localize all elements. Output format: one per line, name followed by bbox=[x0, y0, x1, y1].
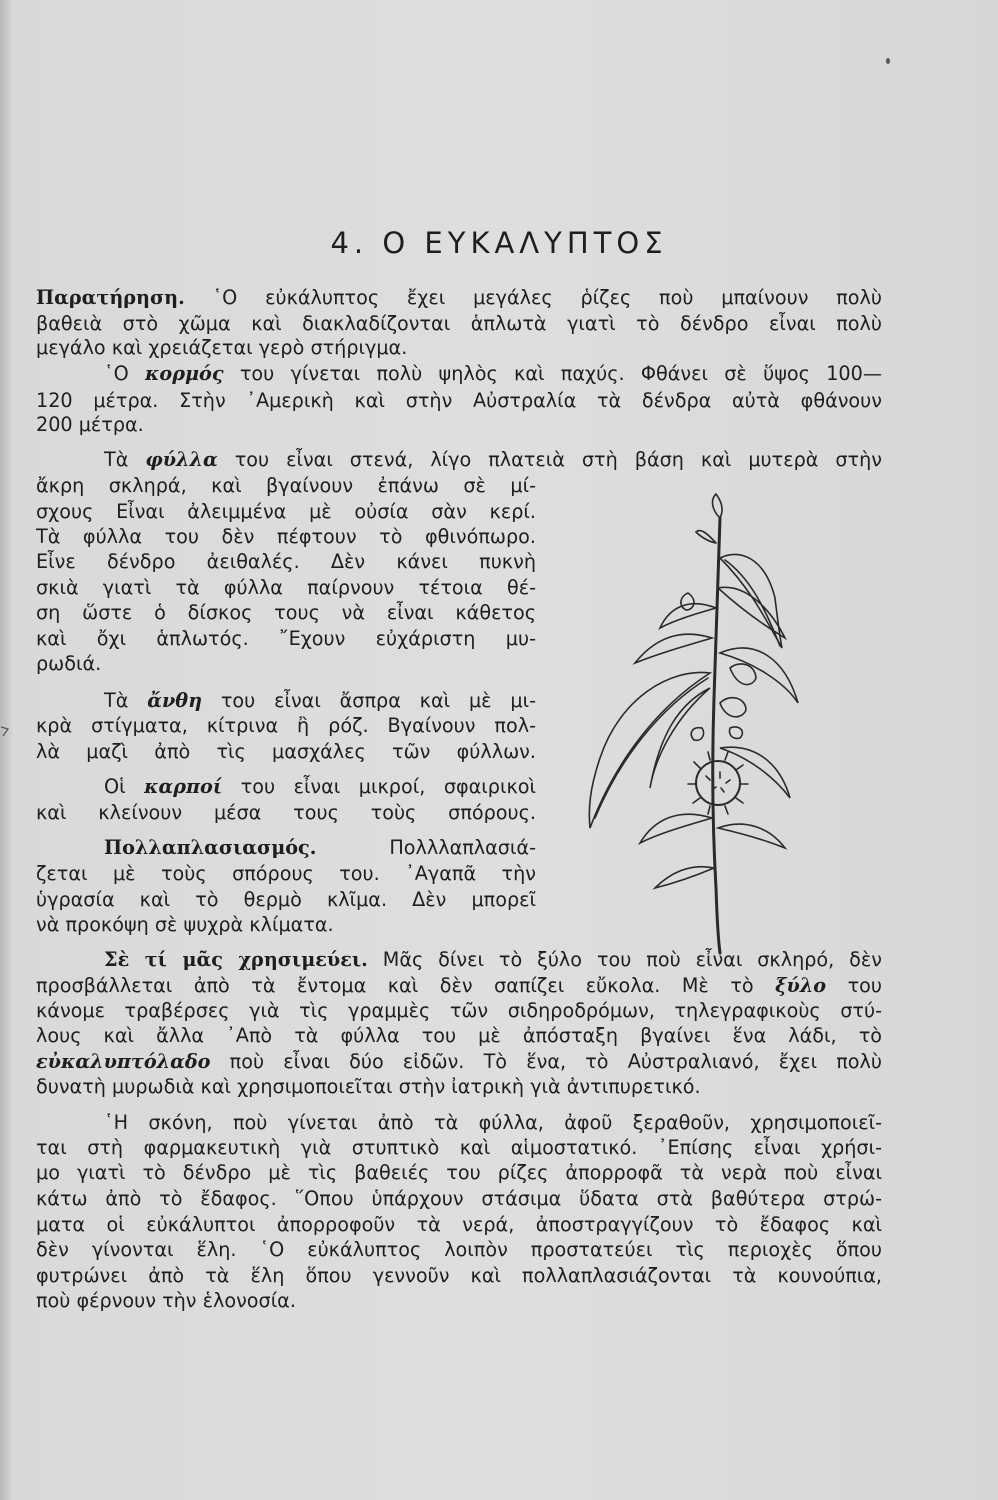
text-run: λὰ μαζὶ ἀπὸ τὶς μασχάλες τῶν φύλλων. bbox=[36, 740, 536, 763]
text-line bbox=[36, 862, 536, 886]
text-run: κάνομε τραβέρσες γιὰ τὶς γραμμὲς τῶν σιδηροδρόμων, τηλεγραφικοὺς στύ- bbox=[36, 999, 882, 1022]
text-line bbox=[104, 836, 536, 860]
text-line bbox=[104, 448, 882, 472]
text-run: κρὰ στίγματα, κίτρινα ἢ ρόζ. Βγαίνουν πολ- bbox=[36, 714, 536, 737]
text-run: ῾Ο εὐκάλυπτος ἔχει μεγάλες ῥίζες ποὺ μπαίνουν πολὺ bbox=[184, 286, 882, 309]
text-line bbox=[104, 362, 882, 386]
text-line bbox=[36, 974, 882, 998]
text-line bbox=[36, 1075, 701, 1099]
keyword: ἄνθη bbox=[147, 689, 203, 712]
text-run: μο γιατὶ τὸ δένδρο μὲ τὶς βαθειές του ρίζες ἀπορροφᾶ τὰ νερὰ ποὺ εἶναι bbox=[36, 1161, 882, 1184]
text-line bbox=[36, 999, 882, 1023]
keyword: κορμός bbox=[145, 362, 224, 385]
text-line bbox=[104, 1111, 882, 1135]
text-line bbox=[36, 389, 882, 413]
text-line bbox=[104, 775, 536, 799]
text-run: ζεται μὲ τοὺς σπόρους του. ᾽Αγαπᾶ τὴν bbox=[36, 862, 536, 885]
keyword: εὐκαλυπτόλαδο bbox=[36, 1050, 211, 1073]
text-run: μεγάλο καὶ χρειάζεται γερὸ στήριγμα. bbox=[36, 336, 408, 359]
text-run: Τὰ φύλλα του δὲν πέφτουν τὸ φθινόπωρο. bbox=[36, 525, 536, 548]
text-run: Τὰ bbox=[104, 448, 146, 471]
text-line bbox=[36, 888, 536, 912]
text-run: ῾Ο bbox=[104, 362, 146, 385]
text-line bbox=[36, 525, 536, 549]
text-line bbox=[36, 740, 536, 764]
text-line bbox=[36, 550, 536, 574]
page-title: 4. Ο ΕΥΚΑΛΥΠΤΟΣ bbox=[330, 226, 668, 260]
text-line bbox=[36, 312, 882, 336]
text-line bbox=[36, 627, 536, 651]
text-line bbox=[36, 474, 536, 498]
text-run: ῾Η σκόνη, ποὺ γίνεται ἀπὸ τὰ φύλλα, ἀφοῦ ξεραθοῦν, χρησιμοποιεῖ- bbox=[104, 1111, 882, 1134]
text-line bbox=[36, 714, 536, 738]
text-line bbox=[36, 1289, 296, 1313]
text-run: ται στὴ φαρμακευτικὴ γιὰ στυπτικὸ καὶ αἱμοστατικό. ᾽Επίσης εἶναι χρήσι- bbox=[36, 1136, 882, 1159]
text-line bbox=[36, 336, 407, 360]
text-run: του bbox=[826, 974, 882, 997]
text-run: ποὺ εἶναι δύο εἰδῶν. Τὸ ἕνα, τὸ Αὐστραλιανό, ἔχει πολὺ bbox=[210, 1050, 882, 1073]
text-line bbox=[104, 689, 536, 713]
text-run: 120 μέτρα. Στὴν ᾽Αμερικὴ καὶ στὴν Αὐστραλία τὰ δένδρα αὐτὰ φθάνουν bbox=[36, 389, 882, 412]
text-run: κάτω ἀπὸ τὸ ἔδαφος. ῞Οπου ὑπάρχουν στάσιμα ὕδατα στὰ βαθύτερα στρώ- bbox=[36, 1187, 882, 1210]
text-run: φυτρώνει ἀπὸ τὰ ἕλη ὅπου γεννοῦν καὶ πολλαπλασιάζονται τὰ κουνούπια, bbox=[36, 1264, 882, 1287]
text-line bbox=[36, 1024, 882, 1048]
text-run: Εἶνε δένδρο ἀειθαλές. Δὲν κάνει πυκνὴ bbox=[36, 550, 536, 573]
text-run: ρωδιά. bbox=[36, 652, 102, 675]
text-line bbox=[36, 1187, 882, 1211]
text-run: Τὰ bbox=[104, 689, 148, 712]
keyword: ξύλο bbox=[775, 974, 827, 997]
text-run: Οἱ bbox=[104, 775, 145, 798]
text-run: 200 μέτρα. bbox=[36, 413, 144, 436]
keyword: Σὲ τί μᾶς χρησιμεύει. bbox=[104, 948, 368, 971]
keyword: Παρατήρηση. bbox=[36, 286, 185, 309]
text-line bbox=[36, 1264, 882, 1288]
eucalyptus-illustration bbox=[560, 488, 800, 958]
text-run: καὶ ὄχι ἁπλωτός. ῎Εχουν εὐχάριστη μυ- bbox=[36, 627, 536, 650]
text-run: Μᾶς δίνει τὸ ξύλο του ποὺ εἶναι σκληρό, δὲν bbox=[367, 948, 882, 971]
text-line bbox=[36, 286, 882, 310]
text-line bbox=[36, 1213, 882, 1237]
text-run: νὰ προκόψη σὲ ψυχρὰ κλίματα. bbox=[36, 913, 334, 936]
text-line bbox=[36, 1238, 882, 1262]
text-line bbox=[36, 913, 334, 937]
text-run: προσβάλλεται ἀπὸ τὰ ἔντομα καὶ δὲν σαπίζει εὔκολα. Μὲ τὸ bbox=[36, 974, 776, 997]
text-run: σκιὰ γιατὶ τὰ φύλλα παίρνουν τέτοια θέ- bbox=[36, 576, 536, 599]
keyword: καρποί bbox=[144, 775, 223, 798]
text-line bbox=[36, 576, 536, 600]
text-run: σχους Εἶναι ἀλειμμένα μὲ οὐσία σὰν κερί. bbox=[36, 500, 536, 523]
text-run: δυνατὴ μυρωδιὰ καὶ χρησιμοποιεῖται στὴν ἰατρικὴ γιὰ ἀντιπυρετικό. bbox=[36, 1075, 701, 1098]
text-run: δὲν γίνονται ἕλη. ῾Ο εὐκάλυπτος λοιπὸν προστατεύει τὶς περιοχὲς ὅπου bbox=[36, 1238, 882, 1261]
text-run: του γίνεται πολὺ ψηλὸς καὶ παχύς. Φθάνει σὲ ὕψος 100— bbox=[223, 362, 883, 385]
text-run: του εἶναι στενά, λίγο πλατειὰ στὴ βάση καὶ μυτερὰ στὴν bbox=[217, 448, 882, 471]
speck bbox=[886, 58, 890, 64]
text-run: του εἶναι ἄσπρα καὶ μὲ μι- bbox=[202, 689, 536, 712]
text-line bbox=[36, 1050, 882, 1074]
text-run: ὑγρασία καὶ τὸ θερμὸ κλῖμα. Δὲν μπορεῖ bbox=[36, 888, 536, 911]
keyword: φύλλα bbox=[145, 448, 218, 471]
text-line bbox=[36, 601, 536, 625]
text-run: καὶ κλείνουν μέσα τους τοὺς σπόρους. bbox=[36, 801, 536, 824]
text-run: του εἶναι μικροί, σφαιρικοὶ bbox=[222, 775, 536, 798]
text-run: ση ὥστε ὁ δίσκος τους νὰ εἶναι κάθετος bbox=[36, 601, 536, 624]
text-line bbox=[36, 413, 144, 437]
text-run: βαθειὰ στὸ χῶμα καὶ διακλαδίζονται ἁπλωτὰ γιατὶ τὸ δένδρο εἶναι πολὺ bbox=[36, 312, 882, 335]
text-run: λους καὶ ἄλλα ᾽Απὸ τὰ φύλλα του μὲ ἀπόσταξη βγαίνει ἕνα λάδι, τὸ bbox=[36, 1024, 882, 1047]
text-run: ἄκρη σκληρά, καὶ βγαίνουν ἐπάνω σὲ μί- bbox=[36, 474, 536, 497]
text-line bbox=[36, 801, 536, 825]
text-line bbox=[36, 1136, 882, 1160]
text-line bbox=[36, 652, 101, 676]
text-run: Πολλλαπλασιά- bbox=[316, 836, 536, 859]
text-line bbox=[36, 500, 536, 524]
text-line bbox=[36, 1161, 882, 1185]
text-run: ματα οἱ εὐκάλυπτοι ἀπορροφοῦν τὰ νερά, ἀποστραγγίζουν τὸ ἔδαφος καὶ bbox=[36, 1213, 882, 1236]
margin-mark bbox=[0, 726, 10, 738]
keyword: Πολλαπλασιασμός. bbox=[104, 836, 317, 859]
text-run: ποὺ φέρνουν τὴν ἑλονοσία. bbox=[36, 1289, 296, 1312]
